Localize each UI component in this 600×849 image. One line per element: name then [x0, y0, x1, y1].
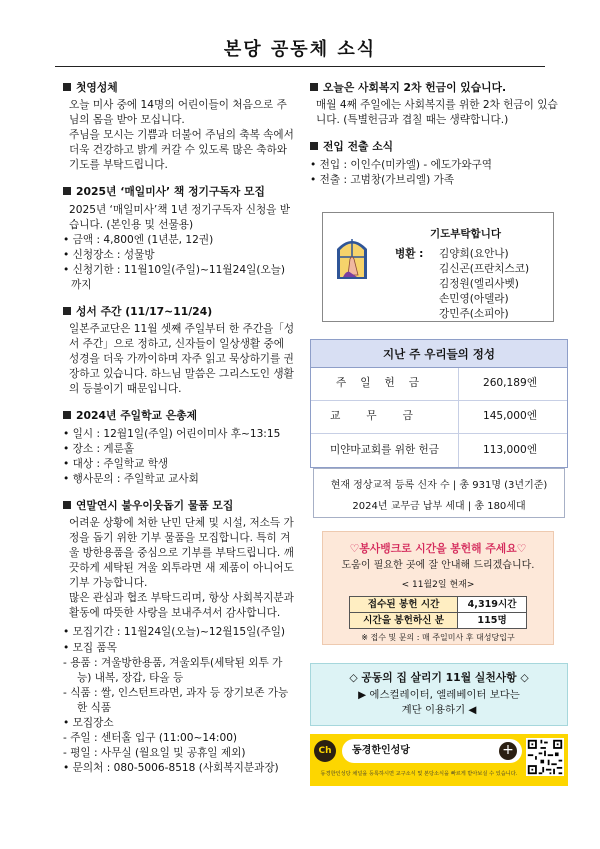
offering-value: 145,000엔: [482, 410, 537, 423]
bullet-item: • 대상 : 주일학교 학생: [63, 457, 169, 470]
house-line: 계단 이용하기 ◀: [401, 704, 477, 717]
notice-heading: 전입 전출 소식: [323, 140, 394, 154]
registration-count: 현재 정상교적 등록 신자 수 | 총 931명 (3년기준): [330, 480, 548, 491]
square-bullet-icon: [63, 501, 71, 509]
title-rule: [55, 66, 545, 67]
prayer-names: [439, 247, 529, 322]
volunteer-title: ♡봉사뱅크로 시간을 봉헌해 주세요♡: [349, 542, 527, 555]
qr-code-icon[interactable]: [526, 738, 564, 776]
offering-row: [311, 434, 567, 467]
volunteer-date: < 11월2일 현재>: [401, 579, 475, 590]
notice-heading: 2025년 ‘매일미사’ 책 정기구독자 모집: [76, 185, 265, 199]
notice-heading: 오늘은 사회복지 2차 헌금이 있습니다.: [323, 81, 507, 94]
offering-table: [310, 339, 568, 468]
prayer-label: 병환 :: [395, 248, 424, 260]
bullet-item: • 전출 : 고범창(가브리엘) 가족: [310, 173, 455, 186]
offering-value: 113,000엔: [482, 443, 537, 456]
bullet-item: • 모집 품목: [63, 641, 117, 654]
notice-sunday-school: [63, 408, 295, 486]
bullet-item: • 모집기간 : 11월24일(오늘)~12월15일(주일): [63, 626, 286, 639]
offering-label: 주일헌금: [336, 377, 433, 390]
bullet-item: • 일시 : 12월1일(주일) 어린이미사 후~13:15: [63, 427, 281, 440]
notice-heading: 성서 주간 (11/17~11/24): [76, 305, 213, 318]
offering-row: [311, 368, 567, 401]
notice-first-communion: [63, 80, 295, 173]
notice-heading: 첫영성체: [76, 81, 118, 94]
bullet-item: • 신청장소 : 성물방: [63, 248, 155, 261]
channel-note: 동경한인성당 채널을 등록하시면 교구소식 및 본당소식을 빠르게 받아보실 수 있습니다.: [320, 771, 518, 777]
page-title: 본당 공동체 소식: [223, 39, 377, 60]
notice-bible-week: [63, 304, 295, 397]
offering-row: [311, 401, 567, 434]
square-bullet-icon: [310, 83, 318, 91]
sub-item: - 주일 : 센터홀 입구 (11:00~14:00): [63, 731, 238, 744]
square-bullet-icon: [63, 411, 71, 419]
volunteer-value: 115명: [458, 613, 527, 629]
channel-logo-icon: Ch: [314, 740, 336, 762]
volunteer-table: [349, 596, 527, 629]
notice-text: 어려운 상황에 처한 난민 단체 및 시설, 저소득 가정을 돕기 위한 기부 물품을 모집합니다. 특히 겨울 방한용품을 중심으로 기부를 부탁드립니다. 깨끗하게 세탁된 겨울 외투라면 새 제품이 아니어도 기부 가능합니다.: [69, 517, 294, 590]
notice-text: 오늘 미사 중에 14명의 어린이들이 처음으로 주님의 몸을 받아 모십니다.: [69, 99, 287, 127]
common-house-box: [310, 663, 568, 726]
notice-heading: 2024년 주일학교 은총제: [76, 409, 198, 423]
sub-item: - 평일 : 사무실 (월요일 및 공휴일 제외): [63, 746, 246, 759]
registration-box: [313, 468, 565, 518]
bullet-item: • 장소 : 게룬홀: [63, 442, 135, 455]
bullet-item: • 모집장소: [63, 716, 114, 729]
square-bullet-icon: [63, 187, 71, 195]
notice-text: 2025년 ‘매일미사’책 1년 정기구독자 신청을 받습니다. (본인용 및 선물용): [69, 203, 291, 231]
notice-second-collection: [310, 80, 565, 128]
notice-text: 매월 4째 주일에는 사회복지를 위한 2차 헌금이 있습니다. (특별헌금과 겹칠 때는 생략합니다.): [316, 99, 558, 127]
praying-hands-icon: [335, 235, 369, 279]
offering-title: 지난 주 우리들의 정성: [311, 340, 567, 368]
volunteer-label: 접수된 봉헌 시간: [350, 597, 458, 613]
volunteer-row: [350, 597, 527, 613]
bullet-item: • 전입 : 이인수(미카엘) - 에도가와구역: [310, 158, 493, 171]
prayer-title: 기도부탁합니다: [429, 228, 501, 240]
notice-daily-missal: [63, 184, 295, 293]
house-line: ▶ 에스컬레이터, 엘레베이터 보다는: [358, 689, 520, 702]
channel-banner[interactable]: [310, 734, 568, 786]
notice-heading: 연말연시 불우이웃돕기 물품 모집: [76, 498, 234, 512]
left-column: [63, 80, 295, 787]
prayer-name: 강민주(소피아): [439, 308, 509, 320]
sub-item: - 용품 : 겨울방한용품, 겨울외투(세탁된 외투 가능) 내복, 장갑, 타올 등: [63, 656, 283, 684]
notice-donation-drive: [63, 498, 295, 776]
square-bullet-icon: [310, 142, 318, 150]
notice-text: 일본주교단은 11월 셋째 주일부터 한 주간을「성서 주간」으로 정하고, 신자들이 일상생활 중에 성경을 더욱 가까이하며 자주 읽고 묵상하기를 권장하고 있습니다. 하느님 말씀은 그리스도인 생활의 등불이기 때문입니다.: [69, 323, 295, 396]
right-column: [310, 80, 565, 199]
prayer-name: 김신곤(프란치스코): [439, 263, 530, 275]
volunteer-row: [350, 613, 527, 629]
volunteer-bank-box: [322, 531, 554, 645]
household-count: 2024년 교무금 납부 세대 | 총 180세대: [352, 501, 526, 512]
offering-label: 교무금: [330, 410, 439, 423]
volunteer-value: 4,319시간: [458, 597, 527, 613]
channel-name: 동경한인성당: [352, 745, 410, 756]
offering-label: 미얀마교회를 위한 헌금: [329, 443, 440, 456]
bullet-item: • 금액 : 4,800엔 (1년분, 12권): [63, 233, 214, 246]
square-bullet-icon: [63, 83, 71, 91]
bullet-item: • 행사문의 : 주일학교 교사회: [63, 472, 199, 485]
square-bullet-icon: [63, 307, 71, 315]
bullet-item: • 신청기한 : 11월10일(주일)~11월24일(오늘)까지: [63, 263, 286, 291]
house-title: ◇ 공동의 집 살리기 11월 실천사항 ◇: [349, 671, 529, 684]
notice-transfers: [310, 139, 565, 187]
prayer-name: 김양희(요안나): [439, 248, 509, 260]
channel-pill[interactable]: [342, 739, 522, 763]
sub-item: - 식품 : 쌀, 인스턴트라면, 과자 등 장기보존 가능한 식품: [63, 686, 289, 714]
add-channel-icon[interactable]: +: [499, 742, 517, 760]
offering-value: 260,189엔: [482, 377, 537, 390]
volunteer-note: ※ 접수 및 문의 : 매 주일미사 후 대성당입구: [361, 633, 515, 643]
prayer-name: 김정원(엘리사벳): [439, 278, 519, 290]
volunteer-label: 시간을 봉헌하신 분: [350, 613, 458, 629]
prayer-request-box: [322, 212, 554, 322]
volunteer-subtitle: 도움이 필요한 곳에 잘 안내해 드리겠습니다.: [341, 560, 535, 572]
bullet-item: • 문의처 : 080-5006-8518 (사회복지분과장): [63, 761, 279, 774]
notice-text: 주님을 모시는 기쁨과 더불어 주님의 축복 속에서 더욱 건강하고 밝게 커갈 수 있도록 많은 축하와 기도를 부탁드립니다.: [69, 129, 294, 172]
notice-text: 많은 관심과 협조 부탁드리며, 항상 사회복지분과 활동에 따뜻한 사랑을 보내주셔서 감사합니다.: [69, 592, 294, 620]
prayer-name: 손민영(아델라): [439, 293, 509, 305]
